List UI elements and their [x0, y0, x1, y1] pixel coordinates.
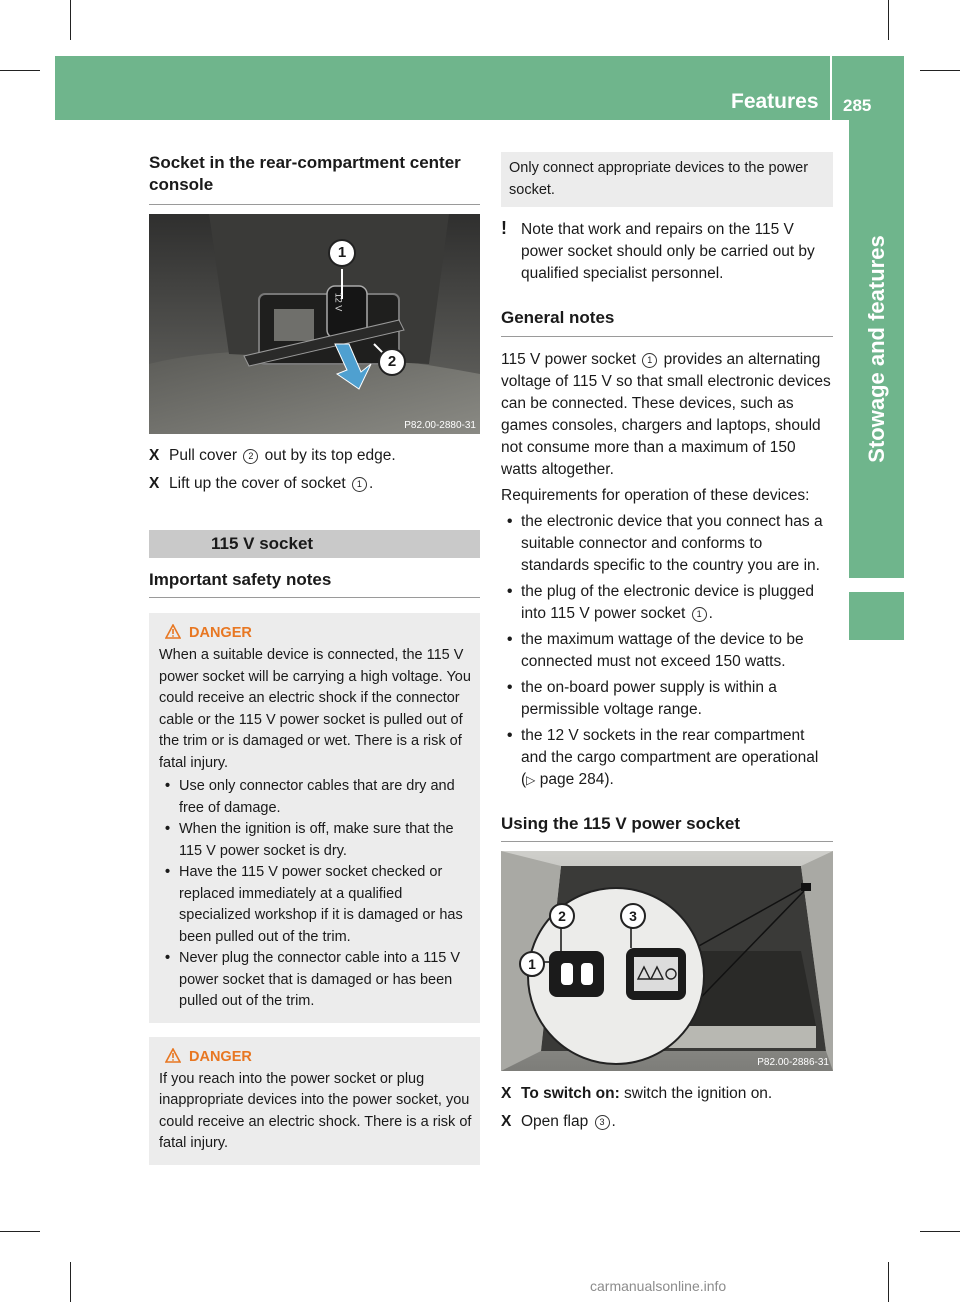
page-ref-arrow-icon: ▷ — [526, 773, 536, 787]
step-mark: X — [149, 475, 160, 492]
heading-rule — [149, 204, 480, 205]
callout-ref: 1 — [642, 353, 657, 368]
danger-text: If you reach into the power socket or plug inappropriate devices into the power socket, you could receive an electric shock. There is a risk of fatal injury. — [159, 1070, 472, 1151]
subheading: Using the 115 V power socket — [501, 814, 741, 833]
crop-mark — [0, 70, 40, 71]
danger-bullet: • Never plug the connector cable into a 115 V power socket that is damaged or has been pulled out of the trim. — [165, 950, 461, 1009]
figure-cargo-socket — [501, 851, 833, 1071]
danger-bullet: • Use only connector cables that are dry and free of damage. — [165, 778, 455, 816]
step-lift-cover: X Lift up the cover of socket 1 . — [149, 473, 480, 495]
danger-heading: DANGER — [159, 1047, 472, 1067]
note-box — [501, 152, 833, 207]
crop-mark — [920, 1231, 960, 1232]
step-pull-cover: X Pull cover 2 out by its top edge. — [149, 445, 480, 467]
watermark: carmanualsonline.info — [590, 1278, 727, 1294]
requirement-item: • the plug of the electronic device is plugged into 115 V power socket 1 . — [507, 583, 814, 622]
callout-ref: 3 — [595, 1115, 610, 1130]
callout-3: 3 — [620, 903, 646, 929]
crop-mark — [0, 1231, 40, 1232]
warning-triangle-icon — [165, 1048, 181, 1063]
danger-bullet: • When the ignition is off, make sure that the 115 V power socket is dry. — [165, 821, 454, 859]
callout-1: 1 — [328, 239, 356, 267]
socket-label: 12 V — [333, 292, 344, 312]
crop-mark — [888, 0, 889, 40]
crop-mark — [920, 70, 960, 71]
figure-code: P82.00-2886-31 — [757, 1057, 829, 1068]
requirement-item: • the on-board power supply is within a permissible voltage range. — [507, 679, 777, 718]
side-tab-label: Stowage and features — [863, 235, 889, 463]
warning-triangle-icon — [165, 624, 181, 639]
danger-box — [149, 1037, 480, 1165]
callout-1: 1 — [519, 951, 545, 977]
requirement-item: • the maximum wattage of the device to be connected must not exceed 150 watts. — [507, 631, 804, 670]
warning-mark-icon: ! — [501, 218, 507, 238]
crop-mark — [888, 1262, 889, 1302]
callout-ref: 2 — [243, 449, 258, 464]
console-illustration — [149, 214, 480, 434]
danger-box — [149, 613, 480, 1023]
header-divider — [830, 56, 832, 120]
note-text: Only connect appropriate devices to the power socket. — [509, 160, 809, 198]
section-bar: 115 V socket — [149, 530, 480, 558]
step-mark: X — [501, 1113, 512, 1130]
danger-text: When a suitable device is connected, the 115 V power socket will be carrying a high voltage. You could receive an electric shock if the connector cable or the 115 V power socket is pulled out of the trim or is damaged or wet. There is a risk of fatal injury. — [159, 647, 471, 771]
left-column — [149, 152, 480, 1165]
danger-heading: DANGER — [159, 623, 472, 643]
crop-mark — [70, 0, 71, 40]
warning-note: ! Note that work and repairs on the 115 V power socket should only be carried out by qualified specialist personnel. — [501, 218, 815, 282]
requirement-item: • the 12 V sockets in the rear compartment and the cargo compartment are operational (▷ page 284). — [507, 727, 819, 788]
side-tab — [849, 120, 904, 578]
danger-bullet: • Have the 115 V power socket checked or replaced immediately at a qualified specialized workshop if it is damaged or has been pulled out of the trim. — [165, 864, 463, 945]
step-mark: X — [149, 447, 160, 464]
step-mark: X — [501, 1085, 512, 1102]
side-tab-marker — [849, 592, 904, 640]
subheading: General notes — [501, 308, 615, 327]
crop-mark — [70, 1262, 71, 1302]
callout-ref: 1 — [692, 607, 707, 622]
figure-code: P82.00-2880-31 — [404, 420, 476, 431]
heading-rule — [149, 597, 480, 598]
page-header — [55, 56, 904, 120]
requirement-item: • the electronic device that you connect has a suitable connector and conforms to standards specific to the country you are in. — [507, 513, 823, 574]
subheading: Important safety notes — [149, 570, 332, 589]
cargo-illustration — [501, 851, 833, 1071]
step-switch-on: X To switch on: switch the ignition on. — [501, 1083, 833, 1105]
callout-ref: 1 — [352, 477, 367, 492]
page-number: 285 — [843, 96, 872, 115]
right-column — [501, 152, 833, 1133]
callout-2: 2 — [549, 903, 575, 929]
step-open-flap: X Open flap 3 . — [501, 1111, 833, 1133]
paragraph: Requirements for operation of these devices: — [501, 487, 810, 504]
heading-rule — [501, 336, 833, 337]
callout-2: 2 — [378, 348, 406, 376]
heading-rule — [501, 841, 833, 842]
section-title: Features — [731, 90, 819, 113]
figure-rear-console — [149, 214, 480, 434]
paragraph: 115 V power socket 1 provides an alternating voltage of 115 V so that small electronic devices can be connected. These devices, such as games consoles, chargers and laptops, should not consume more than a maximum of 150 watts altogether. — [501, 351, 831, 478]
section-heading: Socket in the rear-compartment center console — [149, 153, 461, 194]
